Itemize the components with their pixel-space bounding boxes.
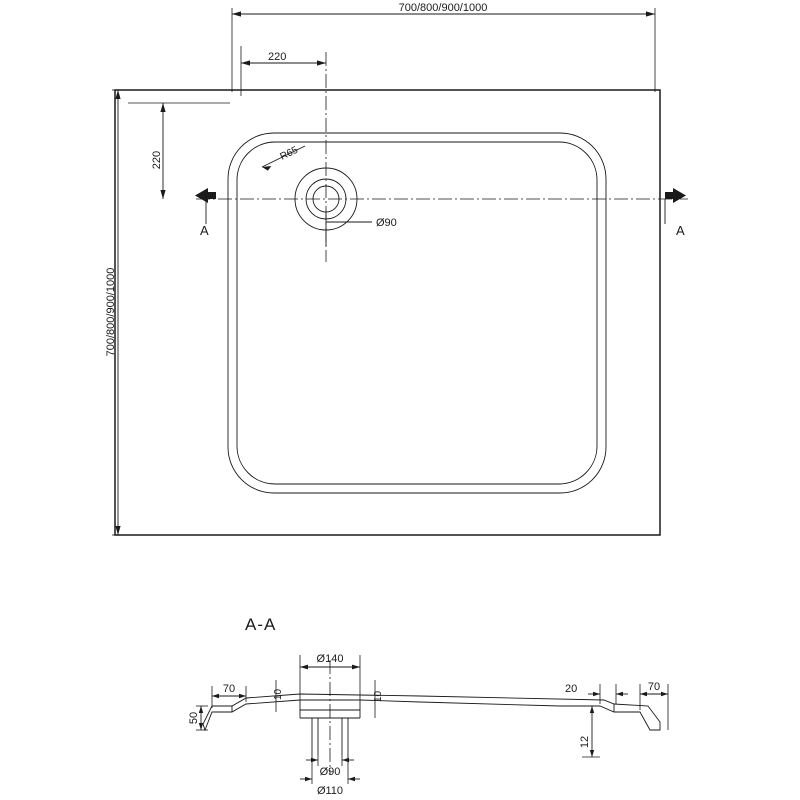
left-dimension-text: 700/800/900/1000 [105,267,117,357]
flange-left-text: 70 [222,683,236,695]
dim220h-arrow-left [241,60,250,65]
dia140-arrow-right [352,665,360,670]
left-dim-arrow-top [115,90,120,99]
corner-radius-text: R65 [278,144,300,163]
tray-inner-basin-floor [237,142,597,484]
dim220h-arrow-right [317,60,326,65]
rim-right-arrow-2 [616,692,623,696]
top-dimension-text: 700/800/900/1000 [398,2,488,14]
drain-collar-diameter-text: Ø110 [316,785,344,797]
top-dim-arrow-right [646,11,655,16]
left-dim-arrow-bottom [115,526,120,535]
section-arrow-left-label: A [200,223,209,238]
dia140-arrow-left [300,665,308,670]
flange-left-arrow-1 [212,694,219,698]
section-arrow-right-marker [665,188,686,203]
section-title: A-A [245,615,277,634]
depth-right-arrow-bottom [590,750,594,757]
drain-outer-diameter-text: Ø140 [316,653,344,665]
tray-inner-basin [228,133,606,493]
drain-diameter-text-plan: Ø90 [376,217,397,229]
depth-right-text: 12 [579,735,591,749]
dim220v-arrow-bottom [160,190,165,199]
height-total-text: 50 [188,711,200,725]
top-dim-arrow-left [232,11,241,16]
dim220v-arrow-top [160,103,165,112]
flange-right-text: 70 [647,681,661,693]
flange-left-arrow-2 [239,694,246,698]
rim-right-text: 20 [565,683,578,695]
drain-pipe-diameter-text: Ø90 [319,766,341,778]
section-arrow-right-label: A [676,223,685,238]
section-arrow-left-marker [195,188,216,203]
offset-y-text: 220 [151,150,163,170]
flange-right-arrow-1 [640,692,647,696]
dia110-arrow-right [348,777,355,781]
wall-thickness-right-text: 10 [373,690,384,702]
depth-right-arrow-top [590,706,594,713]
flange-right-arrow-2 [661,692,668,696]
dia110-arrow-left [305,777,312,781]
wall-thickness-left-text: 10 [273,688,284,700]
offset-x-text: 220 [268,51,287,63]
tray-outline-plan [115,90,660,535]
rim-right-arrow-1 [593,692,600,696]
